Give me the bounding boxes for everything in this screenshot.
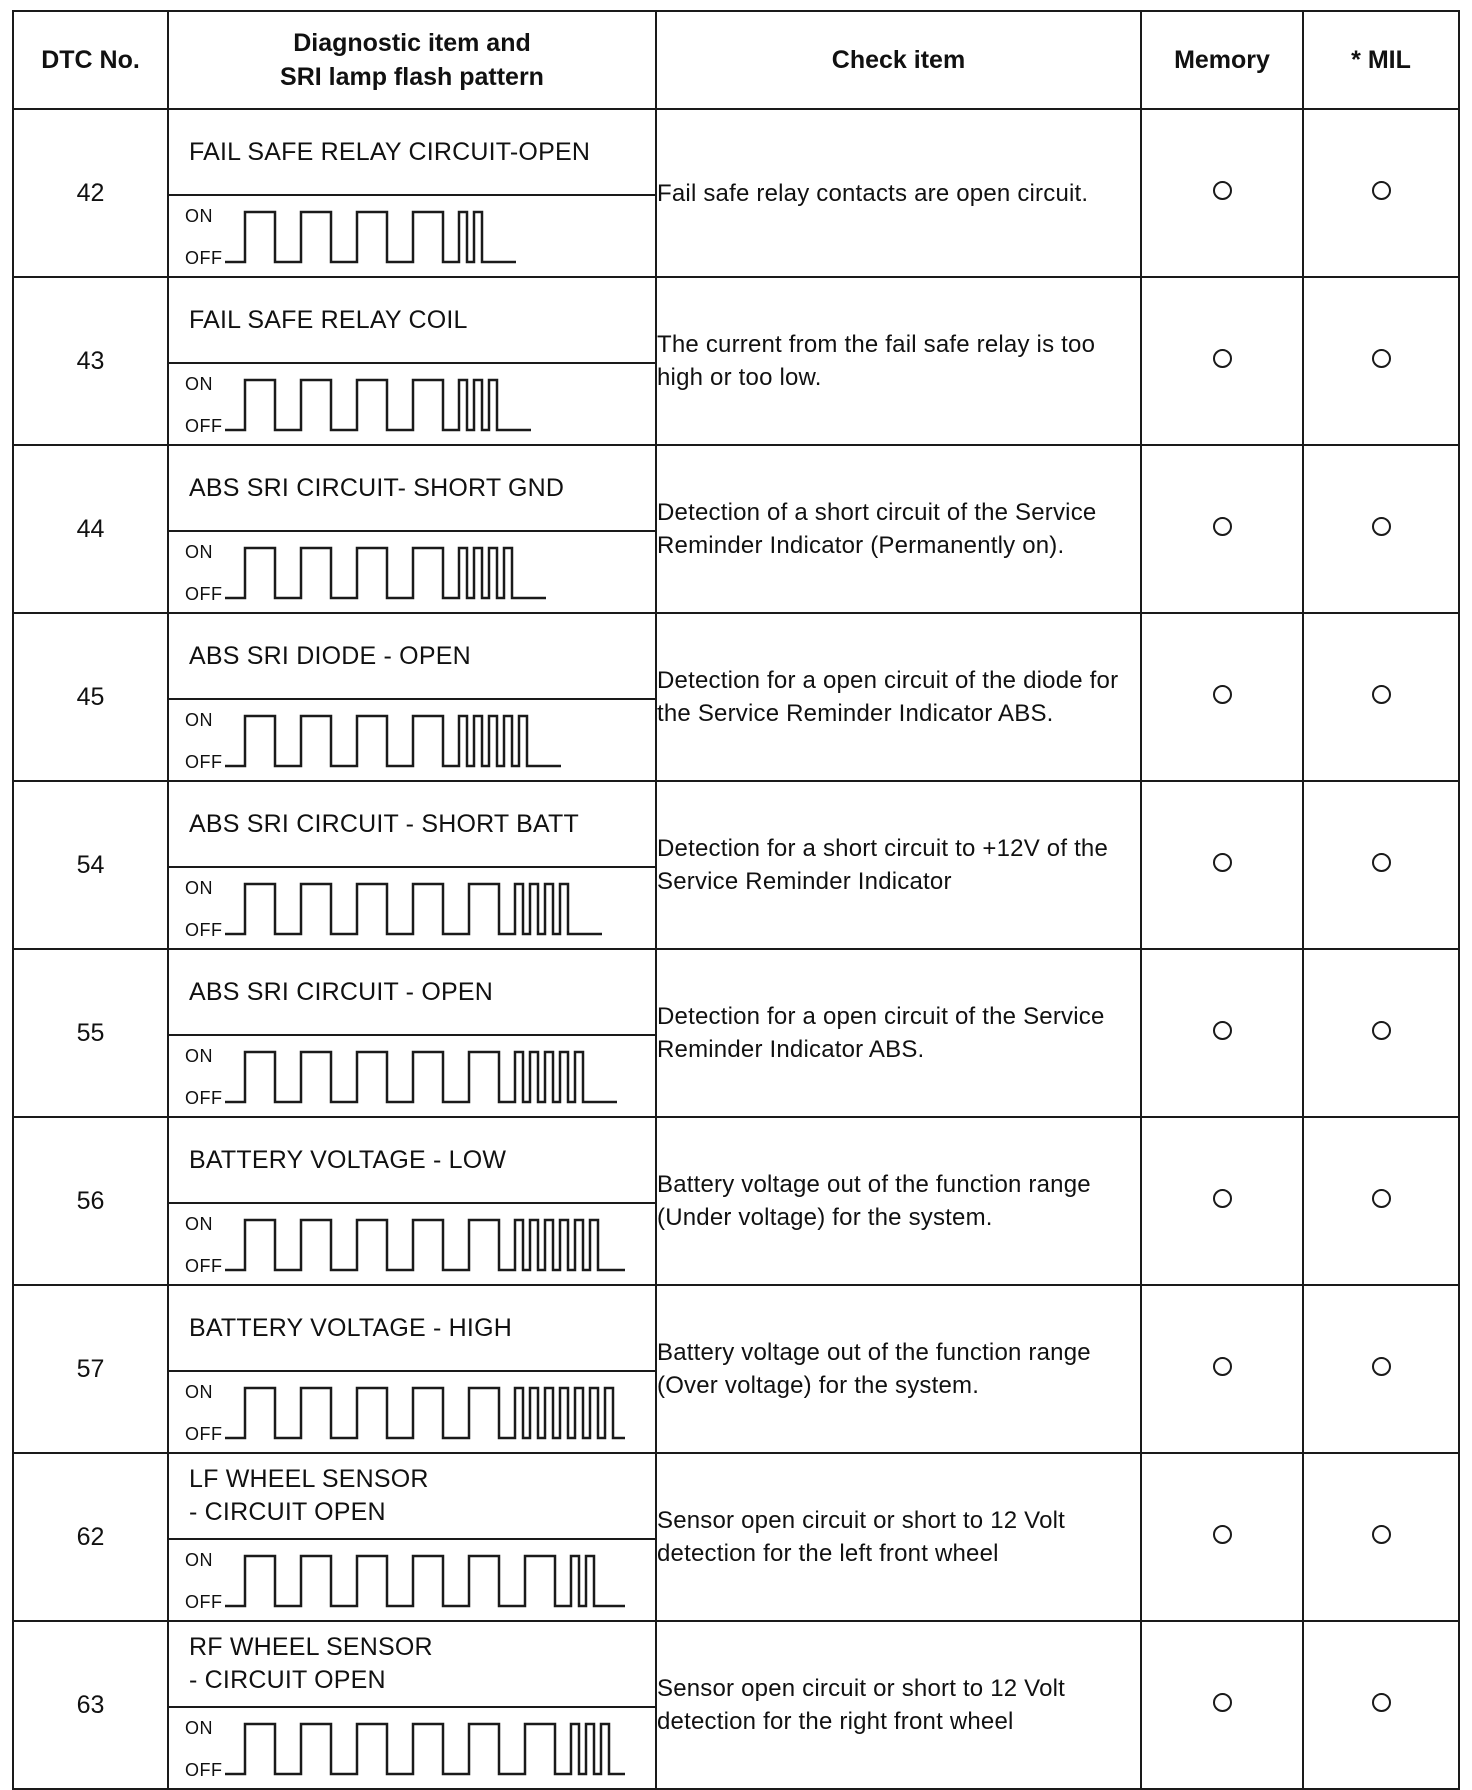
- table-row-dtc-63: [13, 1621, 1459, 1789]
- diagnostic-item-text: ABS SRI CIRCUIT - OPEN: [189, 977, 493, 1006]
- flash-pattern: [169, 1204, 655, 1284]
- off-label: OFF: [185, 1760, 223, 1780]
- memory-cell: [1141, 277, 1303, 445]
- mil-cell: [1303, 1453, 1459, 1621]
- memory-circle-mark: [1213, 349, 1232, 368]
- mil-cell: [1303, 109, 1459, 277]
- mil-cell: [1303, 781, 1459, 949]
- waveform-line: [225, 1556, 625, 1606]
- check-item: The current from the fail safe relay is too high or too low.: [656, 277, 1141, 445]
- waveform-line: [225, 1220, 625, 1270]
- dtc-number: 57: [13, 1285, 168, 1453]
- waveform-line: [225, 212, 516, 262]
- header-mil: * MIL: [1303, 11, 1459, 109]
- dtc-number: 45: [13, 613, 168, 781]
- check-item: Detection for a short circuit to +12V of the Service Reminder Indicator: [656, 781, 1141, 949]
- memory-circle-mark: [1213, 1189, 1232, 1208]
- dtc-table-sheet: [12, 10, 1458, 1780]
- mil-cell: [1303, 277, 1459, 445]
- diagnostic-item: [169, 950, 655, 1036]
- dtc-number: 42: [13, 109, 168, 277]
- memory-circle-mark: [1213, 685, 1232, 704]
- mil-circle-mark: [1372, 853, 1391, 872]
- flash-pattern: [169, 1036, 655, 1116]
- mil-cell: [1303, 613, 1459, 781]
- waveform-line: [225, 380, 531, 430]
- off-label: OFF: [185, 416, 223, 436]
- memory-circle-mark: [1213, 181, 1232, 200]
- diagnostic-item-text: ABS SRI DIODE - OPEN: [189, 641, 471, 670]
- check-item: Fail safe relay contacts are open circuit.: [656, 109, 1141, 277]
- table-row-dtc-55: [13, 949, 1459, 1117]
- diagnostic-cell: [168, 1285, 656, 1453]
- on-label: ON: [185, 878, 213, 898]
- waveform-line: [225, 884, 602, 934]
- flash-pattern: [169, 1540, 655, 1620]
- mil-circle-mark: [1372, 1693, 1391, 1712]
- off-label: OFF: [185, 1424, 223, 1444]
- waveform-line: [225, 716, 561, 766]
- header-dtc: DTC No.: [13, 11, 168, 109]
- mil-cell: [1303, 1117, 1459, 1285]
- diagnostic-item: [169, 1118, 655, 1204]
- mil-circle-mark: [1372, 349, 1391, 368]
- waveform-line: [225, 548, 546, 598]
- check-item: Sensor open circuit or short to 12 Volt detection for the right front wheel: [656, 1621, 1141, 1789]
- flash-waveform: [225, 708, 625, 772]
- diagnostic-item-text: FAIL SAFE RELAY CIRCUIT-OPEN: [189, 137, 591, 166]
- diagnostic-item: [169, 446, 655, 532]
- mil-cell: [1303, 1285, 1459, 1453]
- memory-cell: [1141, 781, 1303, 949]
- table-row-dtc-62: [13, 1453, 1459, 1621]
- off-label: OFF: [185, 920, 223, 940]
- flash-pattern: [169, 364, 655, 444]
- dtc-number: 54: [13, 781, 168, 949]
- on-label: ON: [185, 1214, 213, 1234]
- diagnostic-item: [169, 782, 655, 868]
- on-label: ON: [185, 1382, 213, 1402]
- check-item: Detection for a open circuit of the Service Reminder Indicator ABS.: [656, 949, 1141, 1117]
- off-label: OFF: [185, 1088, 223, 1108]
- header-diag-line2: SRI lamp flash pattern: [280, 63, 544, 91]
- diagnostic-item: [169, 278, 655, 364]
- table-row-dtc-42: [13, 109, 1459, 277]
- table-row-dtc-56: [13, 1117, 1459, 1285]
- dtc-number: 63: [13, 1621, 168, 1789]
- dtc-number: 62: [13, 1453, 168, 1621]
- flash-waveform: [225, 1212, 625, 1276]
- flash-pattern: [169, 868, 655, 948]
- mil-cell: [1303, 1621, 1459, 1789]
- diagnostic-item: [169, 614, 655, 700]
- diagnostic-cell: [168, 277, 656, 445]
- on-label: ON: [185, 542, 213, 562]
- diagnostic-item-text: BATTERY VOLTAGE - HIGH: [189, 1313, 512, 1342]
- memory-cell: [1141, 1285, 1303, 1453]
- waveform-line: [225, 1388, 625, 1438]
- mil-circle-mark: [1372, 1021, 1391, 1040]
- check-item: Battery voltage out of the function range (Over voltage) for the system.: [656, 1285, 1141, 1453]
- dtc-number: 56: [13, 1117, 168, 1285]
- memory-cell: [1141, 109, 1303, 277]
- mil-circle-mark: [1372, 1357, 1391, 1376]
- memory-circle-mark: [1213, 853, 1232, 872]
- check-item: Sensor open circuit or short to 12 Volt detection for the left front wheel: [656, 1453, 1141, 1621]
- mil-circle-mark: [1372, 1189, 1391, 1208]
- diagnostic-item-text: LF WHEEL SENSOR - CIRCUIT OPEN: [189, 1465, 429, 1526]
- off-label: OFF: [185, 752, 223, 772]
- on-label: ON: [185, 710, 213, 730]
- memory-circle-mark: [1213, 1021, 1232, 1040]
- waveform-line: [225, 1724, 625, 1774]
- table-row-dtc-45: [13, 613, 1459, 781]
- diagnostic-cell: [168, 949, 656, 1117]
- memory-cell: [1141, 613, 1303, 781]
- diagnostic-item-text: FAIL SAFE RELAY COIL: [189, 305, 468, 334]
- header-check: Check item: [656, 11, 1141, 109]
- flash-waveform: [225, 876, 625, 940]
- flash-waveform: [225, 1380, 625, 1444]
- header-diagnostic: [168, 11, 656, 109]
- header-row: [13, 11, 1459, 109]
- flash-pattern: [169, 700, 655, 780]
- check-item: Detection of a short circuit of the Service Reminder Indicator (Permanently on).: [656, 445, 1141, 613]
- flash-pattern: [169, 1372, 655, 1452]
- off-label: OFF: [185, 248, 223, 268]
- diagnostic-item: [169, 110, 655, 196]
- memory-cell: [1141, 445, 1303, 613]
- on-label: ON: [185, 206, 213, 226]
- off-label: OFF: [185, 1256, 223, 1276]
- flash-waveform: [225, 204, 625, 268]
- flash-waveform: [225, 540, 625, 604]
- mil-circle-mark: [1372, 181, 1391, 200]
- mil-cell: [1303, 445, 1459, 613]
- diagnostic-cell: [168, 1117, 656, 1285]
- table-row-dtc-57: [13, 1285, 1459, 1453]
- on-label: ON: [185, 374, 213, 394]
- dtc-number: 44: [13, 445, 168, 613]
- dtc-table: [12, 10, 1460, 1790]
- flash-waveform: [225, 1548, 625, 1612]
- table-body: [13, 109, 1459, 1789]
- flash-pattern: [169, 196, 655, 276]
- mil-circle-mark: [1372, 1525, 1391, 1544]
- off-label: OFF: [185, 584, 223, 604]
- diagnostic-item-text: BATTERY VOLTAGE - LOW: [189, 1145, 507, 1174]
- diagnostic-item-text: ABS SRI CIRCUIT- SHORT GND: [189, 473, 565, 502]
- table-row-dtc-54: [13, 781, 1459, 949]
- memory-cell: [1141, 949, 1303, 1117]
- mil-cell: [1303, 949, 1459, 1117]
- memory-cell: [1141, 1117, 1303, 1285]
- on-label: ON: [185, 1550, 213, 1570]
- memory-cell: [1141, 1453, 1303, 1621]
- waveform-line: [225, 1052, 617, 1102]
- table-row-dtc-44: [13, 445, 1459, 613]
- flash-pattern: [169, 1708, 655, 1788]
- diagnostic-item: [169, 1622, 655, 1708]
- flash-waveform: [225, 372, 625, 436]
- memory-circle-mark: [1213, 1693, 1232, 1712]
- table-row-dtc-43: [13, 277, 1459, 445]
- diagnostic-cell: [168, 1621, 656, 1789]
- check-item: Detection for a open circuit of the diode for the Service Reminder Indicator ABS.: [656, 613, 1141, 781]
- diagnostic-cell: [168, 109, 656, 277]
- flash-waveform: [225, 1044, 625, 1108]
- diagnostic-cell: [168, 1453, 656, 1621]
- diagnostic-cell: [168, 781, 656, 949]
- mil-circle-mark: [1372, 517, 1391, 536]
- diagnostic-item: [169, 1286, 655, 1372]
- diagnostic-cell: [168, 445, 656, 613]
- flash-pattern: [169, 532, 655, 612]
- memory-circle-mark: [1213, 1525, 1232, 1544]
- on-label: ON: [185, 1046, 213, 1066]
- on-label: ON: [185, 1718, 213, 1738]
- header-memory: Memory: [1141, 11, 1303, 109]
- flash-waveform: [225, 1716, 625, 1780]
- diagnostic-item-text: RF WHEEL SENSOR - CIRCUIT OPEN: [189, 1633, 433, 1694]
- memory-cell: [1141, 1621, 1303, 1789]
- check-item: Battery voltage out of the function range (Under voltage) for the system.: [656, 1117, 1141, 1285]
- dtc-number: 55: [13, 949, 168, 1117]
- diagnostic-item: [169, 1454, 655, 1540]
- memory-circle-mark: [1213, 517, 1232, 536]
- off-label: OFF: [185, 1592, 223, 1612]
- mil-circle-mark: [1372, 685, 1391, 704]
- memory-circle-mark: [1213, 1357, 1232, 1376]
- header-diag-line1: Diagnostic item and: [293, 29, 531, 57]
- diagnostic-item-text: ABS SRI CIRCUIT - SHORT BATT: [189, 809, 579, 838]
- dtc-number: 43: [13, 277, 168, 445]
- diagnostic-cell: [168, 613, 656, 781]
